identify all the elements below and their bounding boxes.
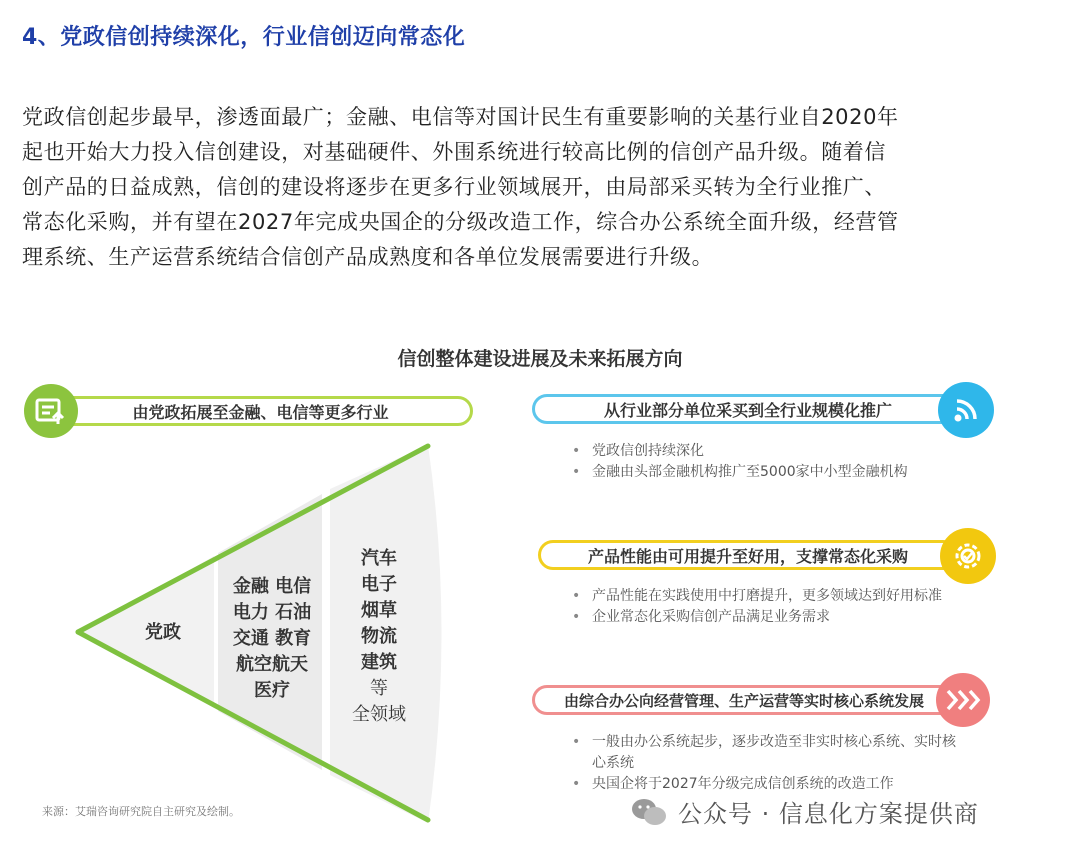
left-banner: 由党政拓展至金融、电信等更多行业: [48, 396, 473, 426]
field-line: 等: [370, 678, 388, 699]
bullet-item: • 党政信创持续深化: [566, 441, 908, 462]
source-note: 来源：艾瑞咨询研究院自主研究及绘制。: [42, 805, 240, 818]
bullet-item: • 产品性能在实践使用中打磨提升，更多领域达到好用标准: [566, 586, 942, 607]
triangle-rounded-edge: [428, 445, 442, 823]
right-banner-performance: 产品性能由可用提升至好用，支撑常态化采购: [538, 540, 958, 570]
right-banner-scale: 从行业部分单位采买到全行业规模化推广: [532, 394, 964, 424]
bullet-list-performance: [566, 586, 942, 628]
gear-icon: [940, 528, 996, 584]
wechat-icon: [630, 797, 668, 827]
bullet-item: • 企业常态化采购信创产品满足业务需求: [566, 607, 942, 628]
industry-line: 电力 石油: [232, 602, 312, 623]
field-line: 全领域: [352, 704, 406, 725]
field-line: 物流: [361, 626, 397, 647]
industry-line: 医疗: [254, 680, 290, 701]
field-line: 建筑: [361, 652, 397, 673]
field-line: 汽车: [361, 548, 397, 569]
paragraph-line: 常态化采购，并有望在2027年完成央国企的分级改造工作，综合办公系统全面升级，经营管: [22, 210, 899, 234]
triangle-label-all-fields: [334, 546, 424, 728]
triangle-label-industries: [222, 574, 322, 704]
industry-line: 交通 教育: [232, 628, 312, 649]
triangle-label-zhengwu: 党政: [145, 622, 181, 643]
watermark: [630, 794, 979, 829]
watermark-text: 公众号 · 信息化方案提供商: [678, 800, 979, 828]
section-heading: 4、党政信创持续深化，行业信创迈向常态化: [22, 25, 466, 50]
bullet-list-scale: [566, 441, 908, 483]
signal-icon: [938, 382, 994, 438]
paragraph-line: 创产品的日益成熟，信创的建设将逐步在更多行业领域展开，由局部采买转为全行业推广、: [22, 175, 886, 199]
industry-line: 金融 电信: [232, 576, 312, 597]
bullet-item: • 央国企将于2027年分级完成信创系统的改造工作: [566, 774, 966, 795]
paragraph-line: 党政信创起步最早，渗透面最广；金融、电信等对国计民生有重要影响的关基行业自2020年: [22, 105, 899, 129]
document-upload-icon: [24, 384, 78, 438]
bullet-item: • 金融由头部金融机构推广至5000家中小型金融机构: [566, 462, 908, 483]
bullet-item: • 一般由办公系统起步，逐步改造至非实时核心系统、实时核心系统: [566, 732, 966, 774]
chevrons-right-icon: [936, 673, 990, 727]
paragraph-line: 理系统、生产运营系统结合信创产品成熟度和各单位发展需要进行升级。: [22, 245, 714, 269]
right-banner-core-systems: 由综合办公向经营管理、生产运营等实时核心系统发展: [532, 685, 956, 715]
bullet-list-core-systems: [566, 732, 966, 795]
paragraph-line: 起也开始大力投入信创建设，对基础硬件、外围系统进行较高比例的信创产品升级。随着信: [22, 140, 886, 164]
diagram-title: 信创整体建设进展及未来拓展方向: [397, 348, 683, 370]
industry-line: 航空航天: [236, 654, 308, 675]
field-line: 电子: [361, 574, 397, 595]
field-line: 烟草: [361, 600, 397, 621]
